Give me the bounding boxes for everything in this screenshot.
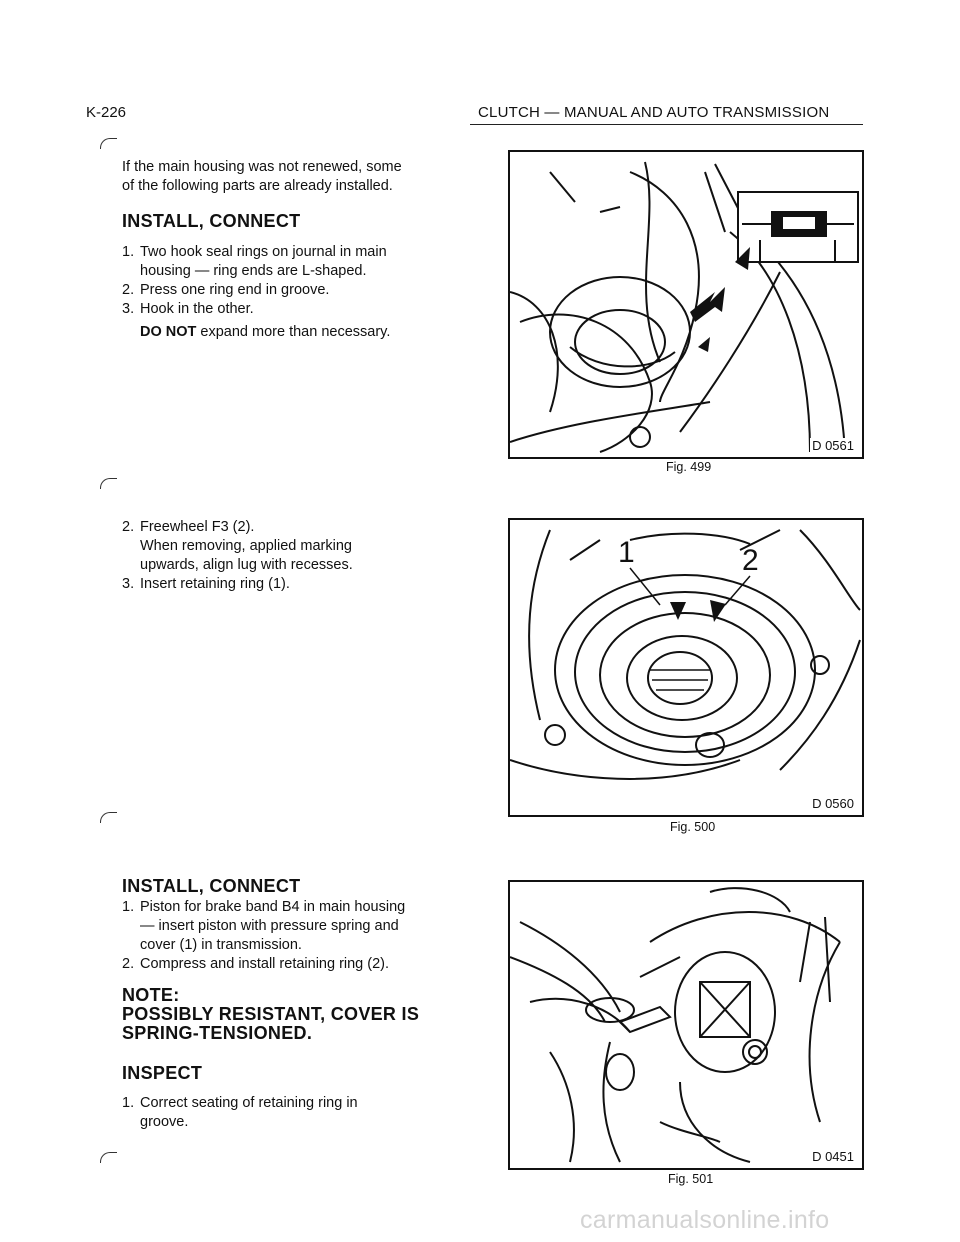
step-item: 2. Press one ring end in groove. xyxy=(122,282,330,298)
step-item: 1. Correct seating of retaining ring in groove. xyxy=(122,1095,358,1130)
margin-mark xyxy=(100,478,117,489)
callout-label-1: 1 xyxy=(618,536,635,569)
section1-heading: INSTALL, CONNECT xyxy=(122,211,301,231)
section1-intro: If the main housing was not renewed, some of the following parts are already installed. xyxy=(122,159,402,194)
step-item: 2. Freewheel F3 (2). When removing, applied marking upwards, align lug with recesses. xyxy=(122,519,353,573)
page-number: K-226 xyxy=(86,104,127,121)
callout-label-2: 2 xyxy=(742,544,759,577)
figure-code: D 0561 xyxy=(812,438,854,453)
section3-heading: INSTALL, CONNECT xyxy=(122,876,301,896)
figure-500 xyxy=(508,518,864,817)
figure-499-illustration xyxy=(510,152,862,457)
header-rule xyxy=(470,124,863,125)
step-item: 1. Piston for brake band B4 in main housing — insert piston with pressure spring and cover (1) in transmission. xyxy=(122,899,406,953)
note-block: NOTE: POSSIBLY RESISTANT, COVER IS SPRING-TENSIONED. xyxy=(122,985,420,1043)
margin-mark xyxy=(100,812,117,823)
section2-steps xyxy=(122,518,462,594)
watermark: carmanualsonline.info xyxy=(580,1206,830,1234)
figure-499 xyxy=(508,150,864,459)
step-item: 1. Two hook seal rings on journal in main housing — ring ends are L-shaped. xyxy=(122,244,387,279)
figure-code: D 0451 xyxy=(812,1149,854,1164)
figure-caption: Fig. 500 xyxy=(670,820,716,834)
section3-steps xyxy=(122,898,467,974)
figure-501 xyxy=(508,880,864,1170)
figure-500-illustration xyxy=(510,520,862,815)
warning-text: DO NOT expand more than necessary. xyxy=(140,324,391,340)
section-title: CLUTCH — MANUAL AND AUTO TRANSMISSION xyxy=(478,104,830,121)
inspect-steps xyxy=(122,1094,462,1132)
section1-steps xyxy=(122,243,462,342)
inspect-heading: INSPECT xyxy=(122,1063,203,1083)
margin-mark xyxy=(100,1152,117,1163)
step-item: 2. Compress and install retaining ring (2). xyxy=(122,956,390,972)
margin-mark xyxy=(100,138,117,149)
figure-code: D 0560 xyxy=(812,796,854,811)
figure-501-illustration xyxy=(510,882,862,1168)
figure-caption: Fig. 499 xyxy=(666,460,712,474)
figure-caption: Fig. 501 xyxy=(668,1172,714,1186)
step-item: 3. Hook in the other. xyxy=(122,301,254,317)
step-item: 3. Insert retaining ring (1). xyxy=(122,576,290,592)
